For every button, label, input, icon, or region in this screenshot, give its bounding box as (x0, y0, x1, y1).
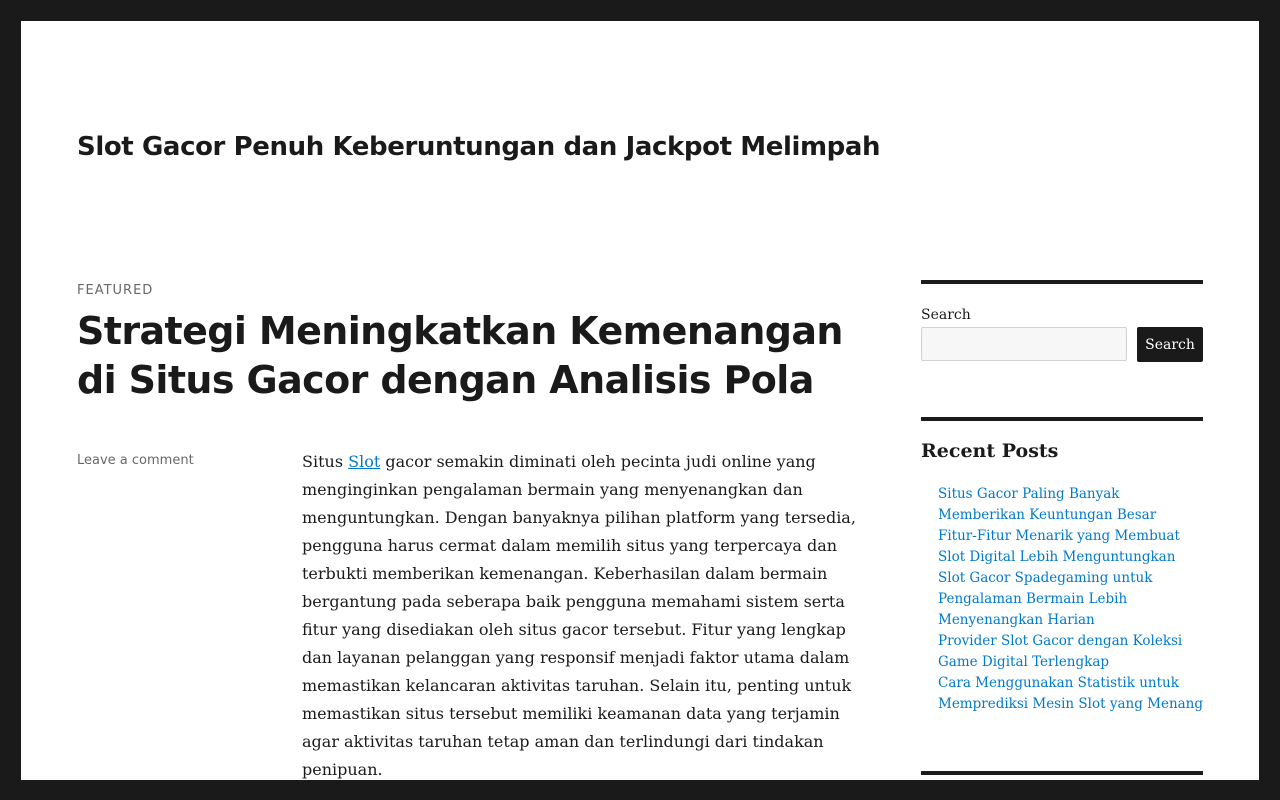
featured-label: FEATURED (77, 283, 154, 298)
recent-posts-divider (921, 417, 1203, 421)
widget-divider (921, 771, 1203, 775)
post-title[interactable]: Strategi Meningkatkan Kemenangan di Situs Gacor dengan Analisis Pola (77, 309, 843, 402)
recent-post-link[interactable]: Slot Gacor Spadegaming untuk Pengalaman Bermain Lebih Menyenangkan Harian (938, 570, 1153, 628)
content-text-start: Situs (302, 452, 349, 471)
list-item (938, 673, 1208, 715)
list-item (938, 568, 1208, 631)
recent-posts-list (938, 484, 1208, 715)
search-label: Search (921, 307, 971, 323)
list-item (938, 484, 1208, 526)
list-item (938, 526, 1208, 568)
recent-post-link[interactable]: Fitur-Fitur Menarik yang Membuat Slot Digital Lebih Menguntungkan (938, 528, 1180, 565)
search-input[interactable] (921, 327, 1127, 361)
recent-posts-title: Recent Posts (921, 440, 1059, 462)
search-widget-divider (921, 280, 1203, 284)
sidebar (921, 280, 1204, 712)
content-text-rest: gacor semakin diminati oleh pecinta judi online yang menginginkan pengalaman bermain yang menyenangkan dan menguntungkan. Dengan banyaknya pilihan platform yang tersedia, pengguna harus cermat dalam memilih situs yang terpercaya dan terbukti memberikan kemenangan. Keberhasilan dalam bermain bergantung pada seberapa baik pengguna memahami sistem serta fitur yang disediakan oleh situs gacor tersebut. Fitur yang lengkap dan layanan pelanggan yang responsif menjadi faktor utama dalam memastikan kelancaran aktivitas taruhan. Selain itu, penting untuk memastikan situs tersebut memiliki keamanan data yang terjamin agar aktivitas taruhan tetap aman dan terlindungi dari tindakan penipuan. (302, 452, 856, 779)
search-button[interactable]: Search (1137, 327, 1203, 362)
post-content (302, 448, 870, 780)
recent-post-link[interactable]: Provider Slot Gacor dengan Koleksi Game Digital Terlengkap (938, 633, 1183, 670)
page (21, 21, 1259, 780)
recent-post-link[interactable]: Situs Gacor Paling Banyak Memberikan Keuntungan Besar (938, 486, 1157, 523)
list-item (938, 631, 1208, 673)
leave-comment-link[interactable]: Leave a comment (77, 453, 194, 468)
slot-link[interactable]: Slot (348, 452, 381, 471)
site-title[interactable]: Slot Gacor Penuh Keberuntungan dan Jackpot Melimpah (77, 132, 881, 162)
recent-post-link[interactable]: Cara Menggunakan Statistik untuk Memprediksi Mesin Slot yang Menang (938, 675, 1204, 712)
